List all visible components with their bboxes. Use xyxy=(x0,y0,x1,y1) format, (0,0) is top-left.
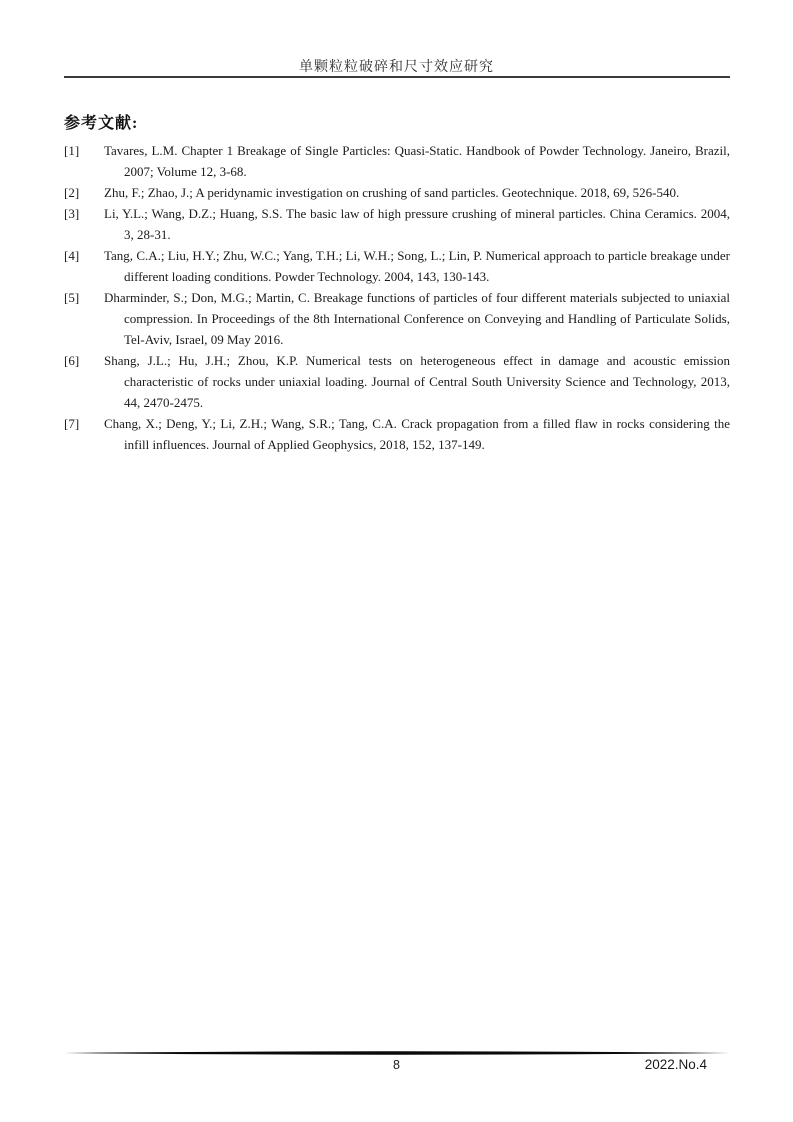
reference-text: Li, Y.L.; Wang, D.Z.; Huang, S.S. The basic law of high pressure crushing of mineral particles. China Ceramics. 2004, 3, 28-31. xyxy=(104,206,730,242)
page-number: 8 xyxy=(393,1058,400,1072)
reference-item xyxy=(64,182,730,203)
reference-text: Dharminder, S.; Don, M.G.; Martin, C. Breakage functions of particles of four different materials subjected to uniaxial compression. In Proceedings of the 8th International Conference on Conveying and Handling of Particulate Solids, Tel-Aviv, Israel, 09 May 2016. xyxy=(104,290,730,347)
reference-text: Zhu, F.; Zhao, J.; A peridynamic investigation on crushing of sand particles. Geotechnique. 2018, 69, 526-540. xyxy=(104,185,680,200)
reference-number: [4] xyxy=(64,248,80,263)
header-rule xyxy=(64,76,730,78)
reference-item xyxy=(64,287,730,350)
reference-item xyxy=(64,245,730,287)
reference-number: [6] xyxy=(64,353,80,368)
reference-text: Chang, X.; Deng, Y.; Li, Z.H.; Wang, S.R.; Tang, C.A. Crack propagation from a filled flaw in rocks considering the infill influences. Journal of Applied Geophysics, 2018, 152, 137-149. xyxy=(104,416,730,452)
reference-text: Shang, J.L.; Hu, J.H.; Zhou, K.P. Numerical tests on heterogeneous effect in damage and acoustic emission characteristic of rocks under uniaxial loading. Journal of Central South University Science and Technology, 2013, 44, 2470-2475. xyxy=(104,353,730,410)
running-header-title: 单颗粒粒破碎和尺寸效应研究 xyxy=(299,60,494,75)
reference-item xyxy=(64,203,730,245)
reference-number: [3] xyxy=(64,206,80,221)
reference-number: [2] xyxy=(64,185,80,200)
reference-text: Tavares, L.M. Chapter 1 Breakage of Single Particles: Quasi-Static. Handbook of Powder Technology. Janeiro, Brazil, 2007; Volume 12, 3-68. xyxy=(104,143,730,179)
reference-item xyxy=(64,350,730,413)
issue-label: 2022.No.4 xyxy=(644,1057,707,1072)
reference-number: [5] xyxy=(64,290,80,305)
references-heading: 参考文献: xyxy=(64,115,139,132)
reference-item xyxy=(64,413,730,455)
reference-number: [1] xyxy=(64,143,80,158)
references-list xyxy=(64,140,730,455)
reference-text: Tang, C.A.; Liu, H.Y.; Zhu, W.C.; Yang, T.H.; Li, W.H.; Song, L.; Lin, P. Numerical approach to particle breakage under different loading conditions. Powder Technology. 2004, 143, 130-143. xyxy=(104,248,730,284)
reference-number: [7] xyxy=(64,416,80,431)
reference-item xyxy=(64,140,730,182)
footer-rule xyxy=(64,1050,730,1056)
